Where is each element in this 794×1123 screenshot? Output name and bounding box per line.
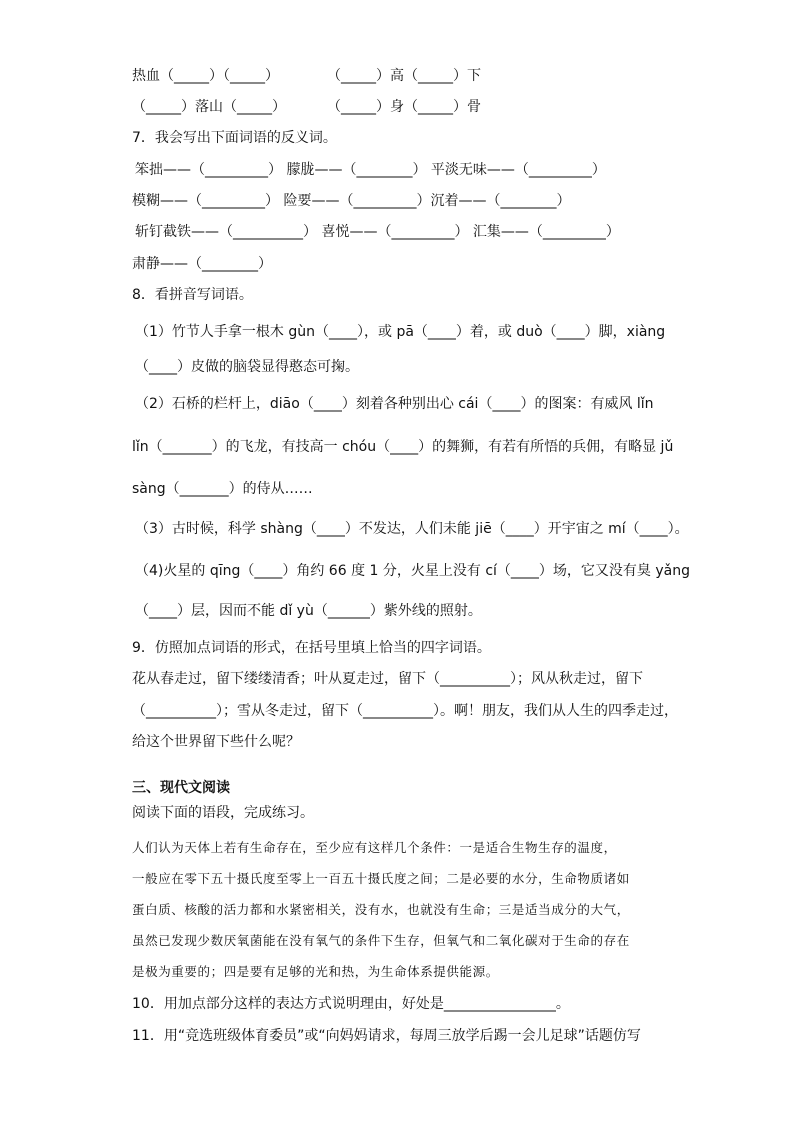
passage-line: 一般应在零下五十摄氏度至零上一百五十摄氏度之间；二是必要的水分，生命物质诸如 — [132, 871, 630, 886]
q8-part1-line1: （1）竹节人手拿一根木 gùn（____），或 pā（____）着，或 duò（____）脚，xiàng — [135, 324, 666, 340]
passage-line: 虽然已发现少数厌氧菌能在没有氧气的条件下生存，但氧气和二氧化碳对于生命的存在 — [132, 933, 630, 948]
q6-row1-right: （_____）高（_____）下 — [327, 68, 481, 84]
q8-part3-line1: （3）古时候，科学 shàng（____）不发达，人们未能 jiē（____）开宇宙之 mí（____）。 — [135, 521, 689, 537]
q8-part4-line2: （____）层，因而不能 dǐ yù（______）紫外线的照射。 — [135, 603, 482, 619]
q7-row3: 斩钉截铁——（__________） 喜悦——（_________） 汇集——（_________） — [135, 224, 620, 240]
q6-row1-left: 热血（_____）（_____） — [132, 68, 279, 84]
passage-line: 人们认为天体上若有生命存在，至少应有这样几个条件：一是适合生物生存的温度， — [132, 840, 617, 855]
q8-part4-line1: （4)火星的 qīng（____）角约 66 度 1 分，火星上没有 cí（____）场，它又没有臭 yǎng — [135, 563, 690, 579]
q11-text: 11．用“竞选班级体育委员”或“向妈妈请求，每周三放学后踢一会儿足球”话题仿写 — [132, 1028, 641, 1044]
q9-line2: （__________）；雪从冬走过，留下（__________）。啊！朋友，我们从人生的四季走过， — [132, 703, 678, 719]
q8-part2-line2: lǐn（_______）的飞龙，有技高一 chóu（____）的舞狮，有若有所悟的兵佣，有略显 jǔ — [132, 439, 674, 455]
section-heading: 三、现代文阅读 — [132, 780, 230, 796]
q8-part2-line1: （2）石桥的栏杆上，diāo（____）刻着各种别出心 cái（____）的图案：有威风 lǐn — [135, 396, 654, 412]
passage-line: 是极为重要的；四是要有足够的光和热，为生命体系提供能源。 — [132, 964, 499, 979]
q6-row2-right: （_____）身（_____）骨 — [327, 99, 481, 115]
q9-line3: 给这个世界留下些什么呢？ — [132, 734, 300, 750]
section-instruction: 阅读下面的语段，完成练习。 — [132, 805, 314, 821]
q9-line1: 花从春走过，留下缕缕清香；叶从夏走过，留下（__________）；风从秋走过，留下 — [132, 671, 643, 687]
q7-row4: 肃静——（________） — [132, 256, 272, 272]
q10-text: 10．用加点部分这样的表达方式说明理由，好处是________________。 — [132, 996, 570, 1012]
q9-title: 9．仿照加点词语的形式，在括号里填上恰当的四字词语。 — [132, 640, 491, 656]
q8-part2-line3: sàng（_______）的侍从…… — [132, 481, 313, 497]
reading-passage — [132, 832, 660, 987]
q6-row2-left: （_____）落山（_____） — [132, 99, 286, 115]
q8-title: 8．看拼音写词语。 — [132, 287, 253, 303]
q7-title: 7．我会写出下面词语的反义词。 — [132, 130, 337, 146]
q8-part1-line2: （____）皮做的脑袋显得憨态可掬。 — [135, 359, 359, 375]
passage-line: 蛋白质、核酸的活力都和水紧密相关，没有水，也就没有生命；三是适当成分的大气， — [132, 902, 630, 917]
q7-row1: 笨拙——（_________） 朦胧——（________） 平淡无味——（_________） — [135, 162, 606, 178]
q7-row2: 模糊——（_________） 险要——（_________）沉着——（________） — [132, 193, 571, 209]
